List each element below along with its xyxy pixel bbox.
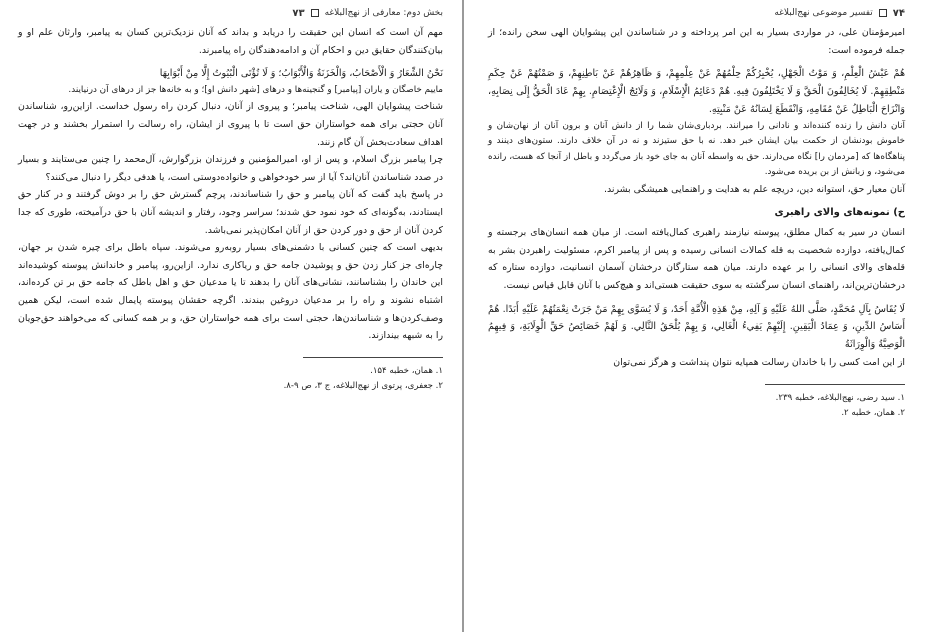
page-number: ۷۴ <box>892 7 905 19</box>
page-number: ۷۳ <box>292 7 305 19</box>
left-running-head <box>18 0 443 24</box>
footnote-divider <box>765 384 905 385</box>
paragraph: شناخت پیشوایان الهی، شناخت پیامبر؛ و پیروی از آنان، دنبال کردن راه رسول خداست. ازاین‌رو، شناساندن آنان حجتی برای همه خواستاران حق است تا با پیروی از ایشان، راه رسالت را استمرار بخشند و در جهت اهداف سعادت‌بخش آن گام زنند. <box>18 101 443 148</box>
right-running-head <box>488 0 905 24</box>
quote-translation: ماییم خاصگان و یاران [پیامبر] و گنجینه‌ها و درهای [شهر دانش او]؛ و به خانه‌ها جز از درهای آن درنیایند. <box>68 84 443 95</box>
paragraph: بدیهی است که چنین کسانی با دشمنی‌های بسیار روبه‌رو می‌شوند. سپاه باطل برای چیره شدن بر جهان، چاره‌ای جز کنار زدن حق و پوشیدن جامه حق و ریاکاری ندارد. ازاین‌رو، پیامبر و خاندانش پیوسته کوشیده‌اند این خاندان را بشناسانند، نشانی‌های آنان را بدهند تا یا مدعیان حق و اهل باطل که جامه حق بر تن کرده‌اند، اشتباه نشوند و راه را بر مدعیان دروغین ببندند. اگرچه حقشان پیوسته پایمال شده است، لیکن همین وصف‌کردن‌ها و شناساندن‌ها، حجتی است برای همه خواستاران حق، و بر همه کسانی که می‌خواهند حق‌جویان را به شبهه بیندازند. <box>18 242 443 342</box>
paragraph: امیرمؤمنان علی، در مواردی بسیار به این امر پرداخته و در شناساندن این پیشوایان الهی سخن رانده؛ از جمله فرموده است: <box>488 27 905 56</box>
arabic-quote: نَحْنُ الشِّعَارُ وَ الْأَصْحَابُ، وَالْخَزَنَةُ وَالْأَبْوَابُ؛ وَ لَا تُؤْتَى الْبُيُوتُ إِلَّا مِنْ أَبْوَابِهَا <box>159 68 443 80</box>
footnote: ۱. همان، خطبه ۱۵۴. <box>370 365 443 376</box>
footnote: ۲. همان، خطبه ۲. <box>841 407 905 418</box>
paragraph: آنان معیار حق، استوانه دین، دریچه علم به هدایت و راهنمایی همیشگی بشرند. <box>603 183 905 195</box>
square-ornament-icon <box>311 9 319 17</box>
arabic-quote: هُمْ عَيْشُ الْعِلْمِ، وَ مَوْتُ الْجَهْلِ، يُخْبِرُكُمْ حِلْمُهُمْ عَنْ عِلْمِهِمْ، وَ ظَاهِرُهُمْ عَنْ بَاطِنِهِمْ، وَ صَمْتُهُمْ عَنْ حِكَمِ مَنْطِقِهِمْ. لَا يُخَالِفُونَ الْحَقَّ وَ لَا يَخْتَلِفُونَ فِيهِ. هُمْ دَعَائِمُ الْإِسْلَامِ، وَ وَلَائِجُ الْإِعْتِصَامِ. بِهِمْ عَادَ الْحَقُّ إِلَى نِصَابِهِ، وَانْزَاحَ الْبَاطِلُ عَنْ مُقَامِهِ، وَانْقَطَعَ لِسَانُهُ عَنْ مَنْبِتِهِ. <box>488 68 905 115</box>
footnote: ۱. سید رضی، نهج‌البلاغه، خطبه ۲۳۹. <box>775 392 905 403</box>
paragraph: انسان در سیر به کمال مطلق، پیوسته نیازمند راهبری کمال‌یافته است. از میان همه انسان‌های برجسته و کمال‌یافته، دوازده شخصیت به قله کمالات انسانی رسیده و پس از پیامبر اکرم، مسئولیت راهبردن بشر به قله‌های والای انسانی را بر عهده دارند. میان همه ستارگان درخشان آسمان انسانیت، دوازده ستاره که درخشان‌ترین‌اند، راهنمای انسان سرگشته به سوی حقیقت هستی‌اند و هیچ‌کس با آنان قابل قیاس نیست. <box>488 227 905 291</box>
paragraph: چرا پیامبر بزرگ اسلام، و پس از او، امیرالمؤمنین و فرزندان بزرگوارش، آل‌محمد را چنین می‌ستایند و بسیار در صدد شناساندن آنان‌اند؟ آیا از سر خودخواهی و خانواده‌دوستی است، یا هدفی دیگر را دنبال می‌کنند؟ <box>18 154 443 183</box>
footnote: ۲. جعفری، پرتوی از نهج‌البلاغه، ج ۳، ص ۹-۸. <box>283 380 443 391</box>
left-page <box>0 0 463 632</box>
right-footnotes <box>488 391 905 421</box>
paragraph: مهم آن است که انسان این حقیقت را دریابد و بداند که آنان نزدیک‌ترین کسان به پیامبر، وارثان علم او و بیان‌کنندگان حقایق دین و احکام آن و ادامه‌دهندگان راه پیامبرند. <box>18 27 443 56</box>
right-page <box>464 0 927 632</box>
square-ornament-icon <box>879 9 887 17</box>
right-page-body <box>488 24 905 372</box>
paragraph: از این امت کسی را با خاندان رسالت همپایه نتوان پنداشت و هرگز نمی‌توان <box>613 356 905 368</box>
running-title: بخش دوم: معارفی از نهج‌البلاغه <box>324 8 443 18</box>
quote-translation: آنان دانش را زنده کننده‌اند و نادانی را میرانند. بردباری‌شان شما را از دانش آنان و برون آنان از نهان‌شان و خاموش بودنشان از حکمت بیان ایشان خبر دهد. نه با حق ستیزند و نه در آن خلاف دارند. ستون‌های دینند و پناهگاه‌ها که [مردمان را] نگاه می‌دارند. حق به واسطه آنان به جای خود باز می‌گردد و باطل از آنجا که هست، رانده می‌شود، و زبانش از بن بریده می‌شود. <box>488 120 905 178</box>
section-heading: ح) نمونه‌های والای راهبری <box>774 207 905 219</box>
left-footnotes <box>18 364 443 394</box>
left-page-body <box>18 24 443 345</box>
footnote-divider <box>303 357 443 358</box>
paragraph: در پاسخ باید گفت که آنان پیامبر و حق را شناساندند، پرچم گسترش حق را بر دوش گرفتند و در کنار حق ایستادند، به‌گونه‌ای که خود نمود حق شدند؛ سراسر وجود، رفتار و اندیشه آنان با حق درآمیخته، طوری که جدا کردن آنان از حق و دور کردن حق از آنان امکان‌پذیر نمی‌باشد. <box>18 189 443 236</box>
arabic-quote: لَا يُقَاسُ بِآلِ مُحَمَّدٍ، صَلَّى اللهُ عَلَيْهِ وَ آلِهِ، مِنْ هَذِهِ الْأُمَّةِ أَحَدٌ، وَ لَا يُسَوَّى بِهِمْ مَنْ جَرَتْ نِعْمَتُهُمْ عَلَيْهِ أَبَدًا. هُمْ أَسَاسُ الدِّينِ، وَ عِمَادُ الْيَقِينِ. إِلَيْهِمْ يَفِيءُ الْغَالِي، وَ بِهِمْ يُلْحَقُ التَّالِي. وَ لَهُمْ خَصَائِصُ حَقِّ الْوِلَايَةِ، وَ فِيهِمُ الْوَصِيَّةُ وَالْوِرَاثَةُ <box>488 303 905 351</box>
running-title: تفسیر موضوعی نهج‌البلاغه <box>774 8 873 18</box>
